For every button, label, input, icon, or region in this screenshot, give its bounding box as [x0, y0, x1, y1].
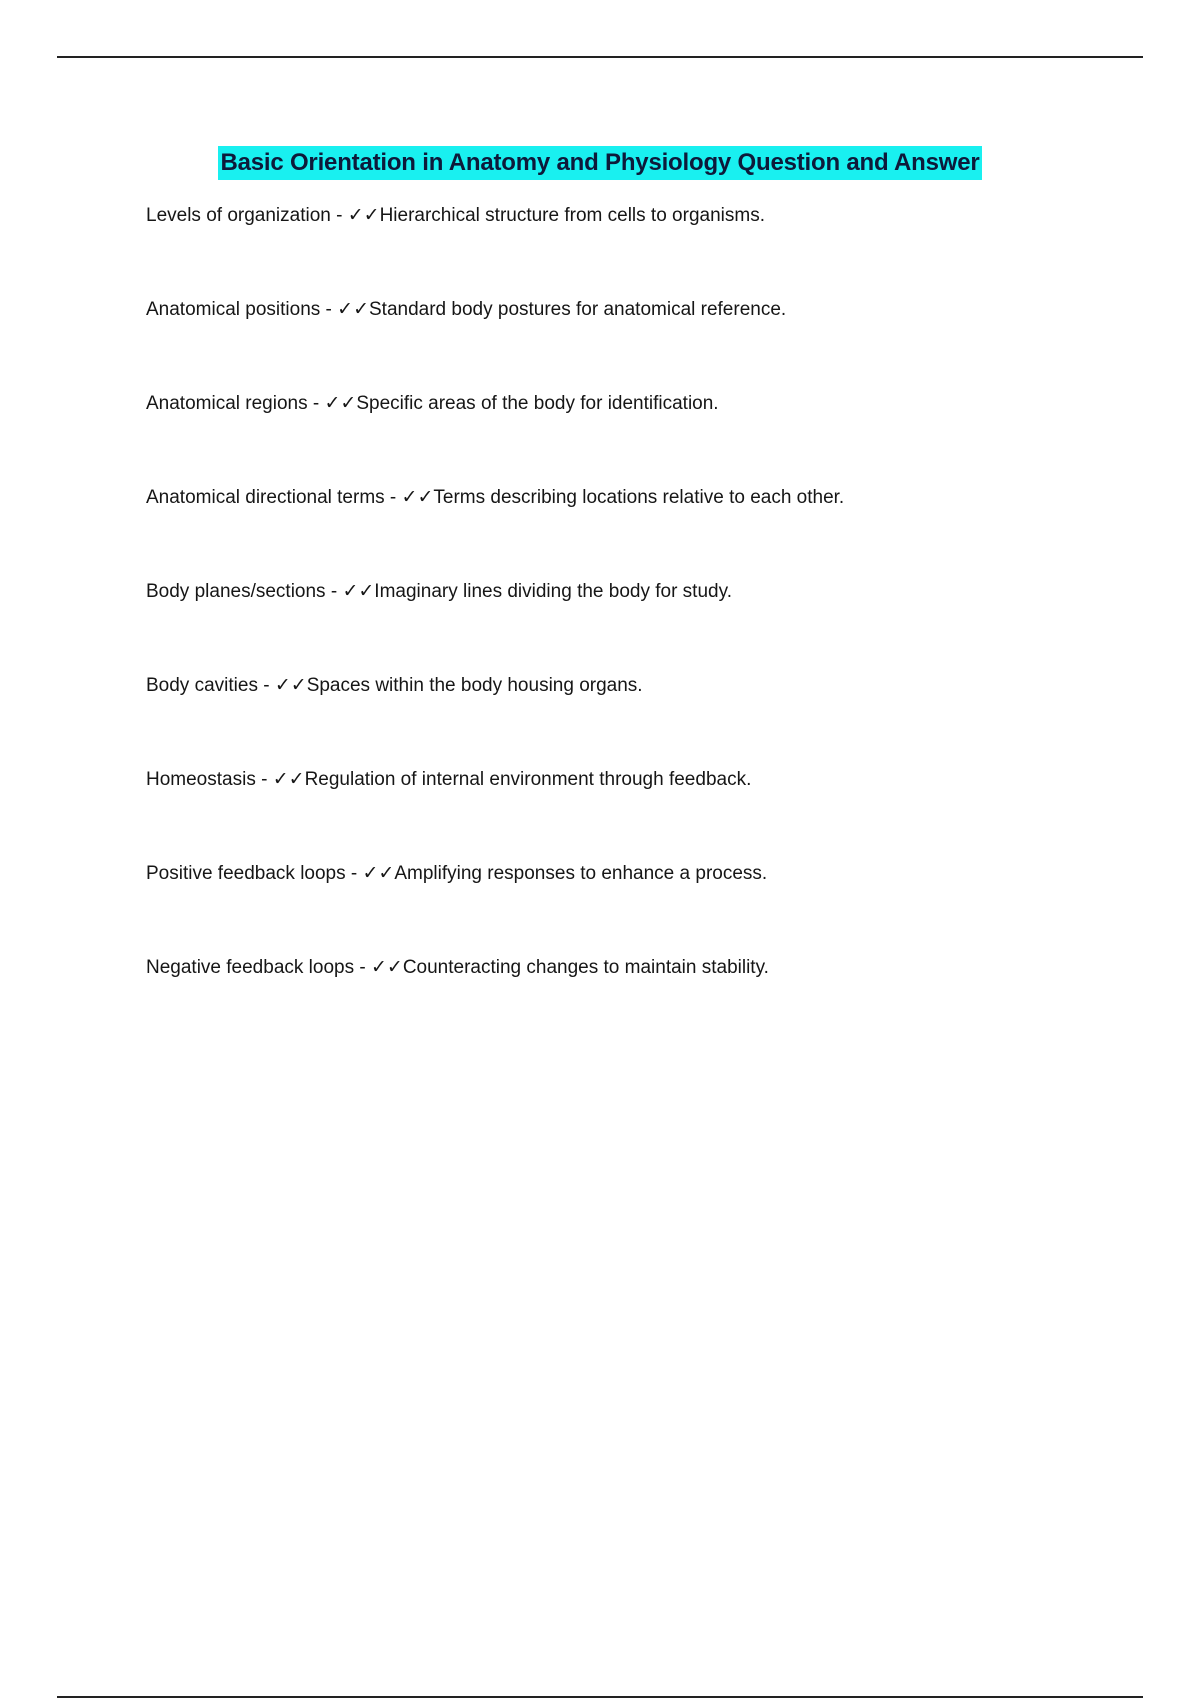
- qa-definition: Amplifying responses to enhance a process.: [394, 863, 768, 884]
- qa-item: [146, 202, 1096, 228]
- double-check-icon: ✓✓: [362, 862, 395, 884]
- qa-definition: Imaginary lines dividing the body for study.: [374, 581, 732, 602]
- qa-term: Homeostasis: [146, 769, 256, 790]
- qa-separator: -: [354, 957, 371, 978]
- qa-term: Anatomical positions: [146, 299, 321, 320]
- qa-term: Body planes/sections: [146, 581, 326, 602]
- qa-item: [146, 578, 1096, 604]
- double-check-icon: ✓✓: [342, 580, 375, 602]
- page-title: Basic Orientation in Anatomy and Physiology Question and Answer: [218, 146, 981, 180]
- qa-item: [146, 672, 1096, 698]
- qa-separator: -: [384, 487, 402, 508]
- qa-term: Positive feedback loops: [146, 863, 346, 884]
- double-check-icon: ✓✓: [324, 392, 357, 414]
- qa-definition: Regulation of internal environment through feedback.: [304, 769, 752, 790]
- double-check-icon: ✓✓: [401, 486, 434, 508]
- qa-item: [146, 954, 1096, 980]
- double-check-icon: ✓✓: [370, 956, 403, 978]
- qa-term: Anatomical regions: [146, 393, 308, 414]
- qa-item: [146, 390, 1096, 416]
- qa-separator: -: [345, 863, 363, 884]
- qa-term: Levels of organization: [146, 205, 331, 226]
- footer-rule: [57, 1696, 1143, 1698]
- qa-item: [146, 766, 1096, 792]
- qa-definition: Counteracting changes to maintain stability.: [402, 957, 769, 978]
- double-check-icon: ✓✓: [272, 768, 305, 790]
- qa-separator: -: [325, 581, 343, 602]
- qa-definition: Standard body postures for anatomical reference.: [369, 299, 787, 320]
- qa-definition: Spaces within the body housing organs.: [306, 675, 643, 696]
- qa-definition: Terms describing locations relative to each other.: [433, 487, 845, 508]
- qa-separator: -: [257, 675, 275, 696]
- double-check-icon: ✓✓: [274, 674, 307, 696]
- qa-item: [146, 484, 1096, 510]
- qa-list: [146, 202, 1096, 1048]
- header-rule: [57, 56, 1143, 58]
- qa-term: Anatomical directional terms: [146, 487, 385, 508]
- qa-separator: -: [320, 299, 338, 320]
- qa-definition: Hierarchical structure from cells to organisms.: [379, 205, 765, 226]
- qa-separator: -: [255, 769, 273, 790]
- double-check-icon: ✓✓: [347, 204, 380, 226]
- title-container: [0, 146, 1200, 180]
- qa-separator: -: [307, 393, 325, 414]
- qa-term: Negative feedback loops: [146, 957, 355, 978]
- qa-separator: -: [330, 205, 348, 226]
- qa-definition: Specific areas of the body for identification.: [356, 393, 719, 414]
- qa-item: [146, 296, 1096, 322]
- qa-term: Body cavities: [146, 675, 258, 696]
- qa-item: [146, 860, 1096, 886]
- double-check-icon: ✓✓: [337, 298, 369, 320]
